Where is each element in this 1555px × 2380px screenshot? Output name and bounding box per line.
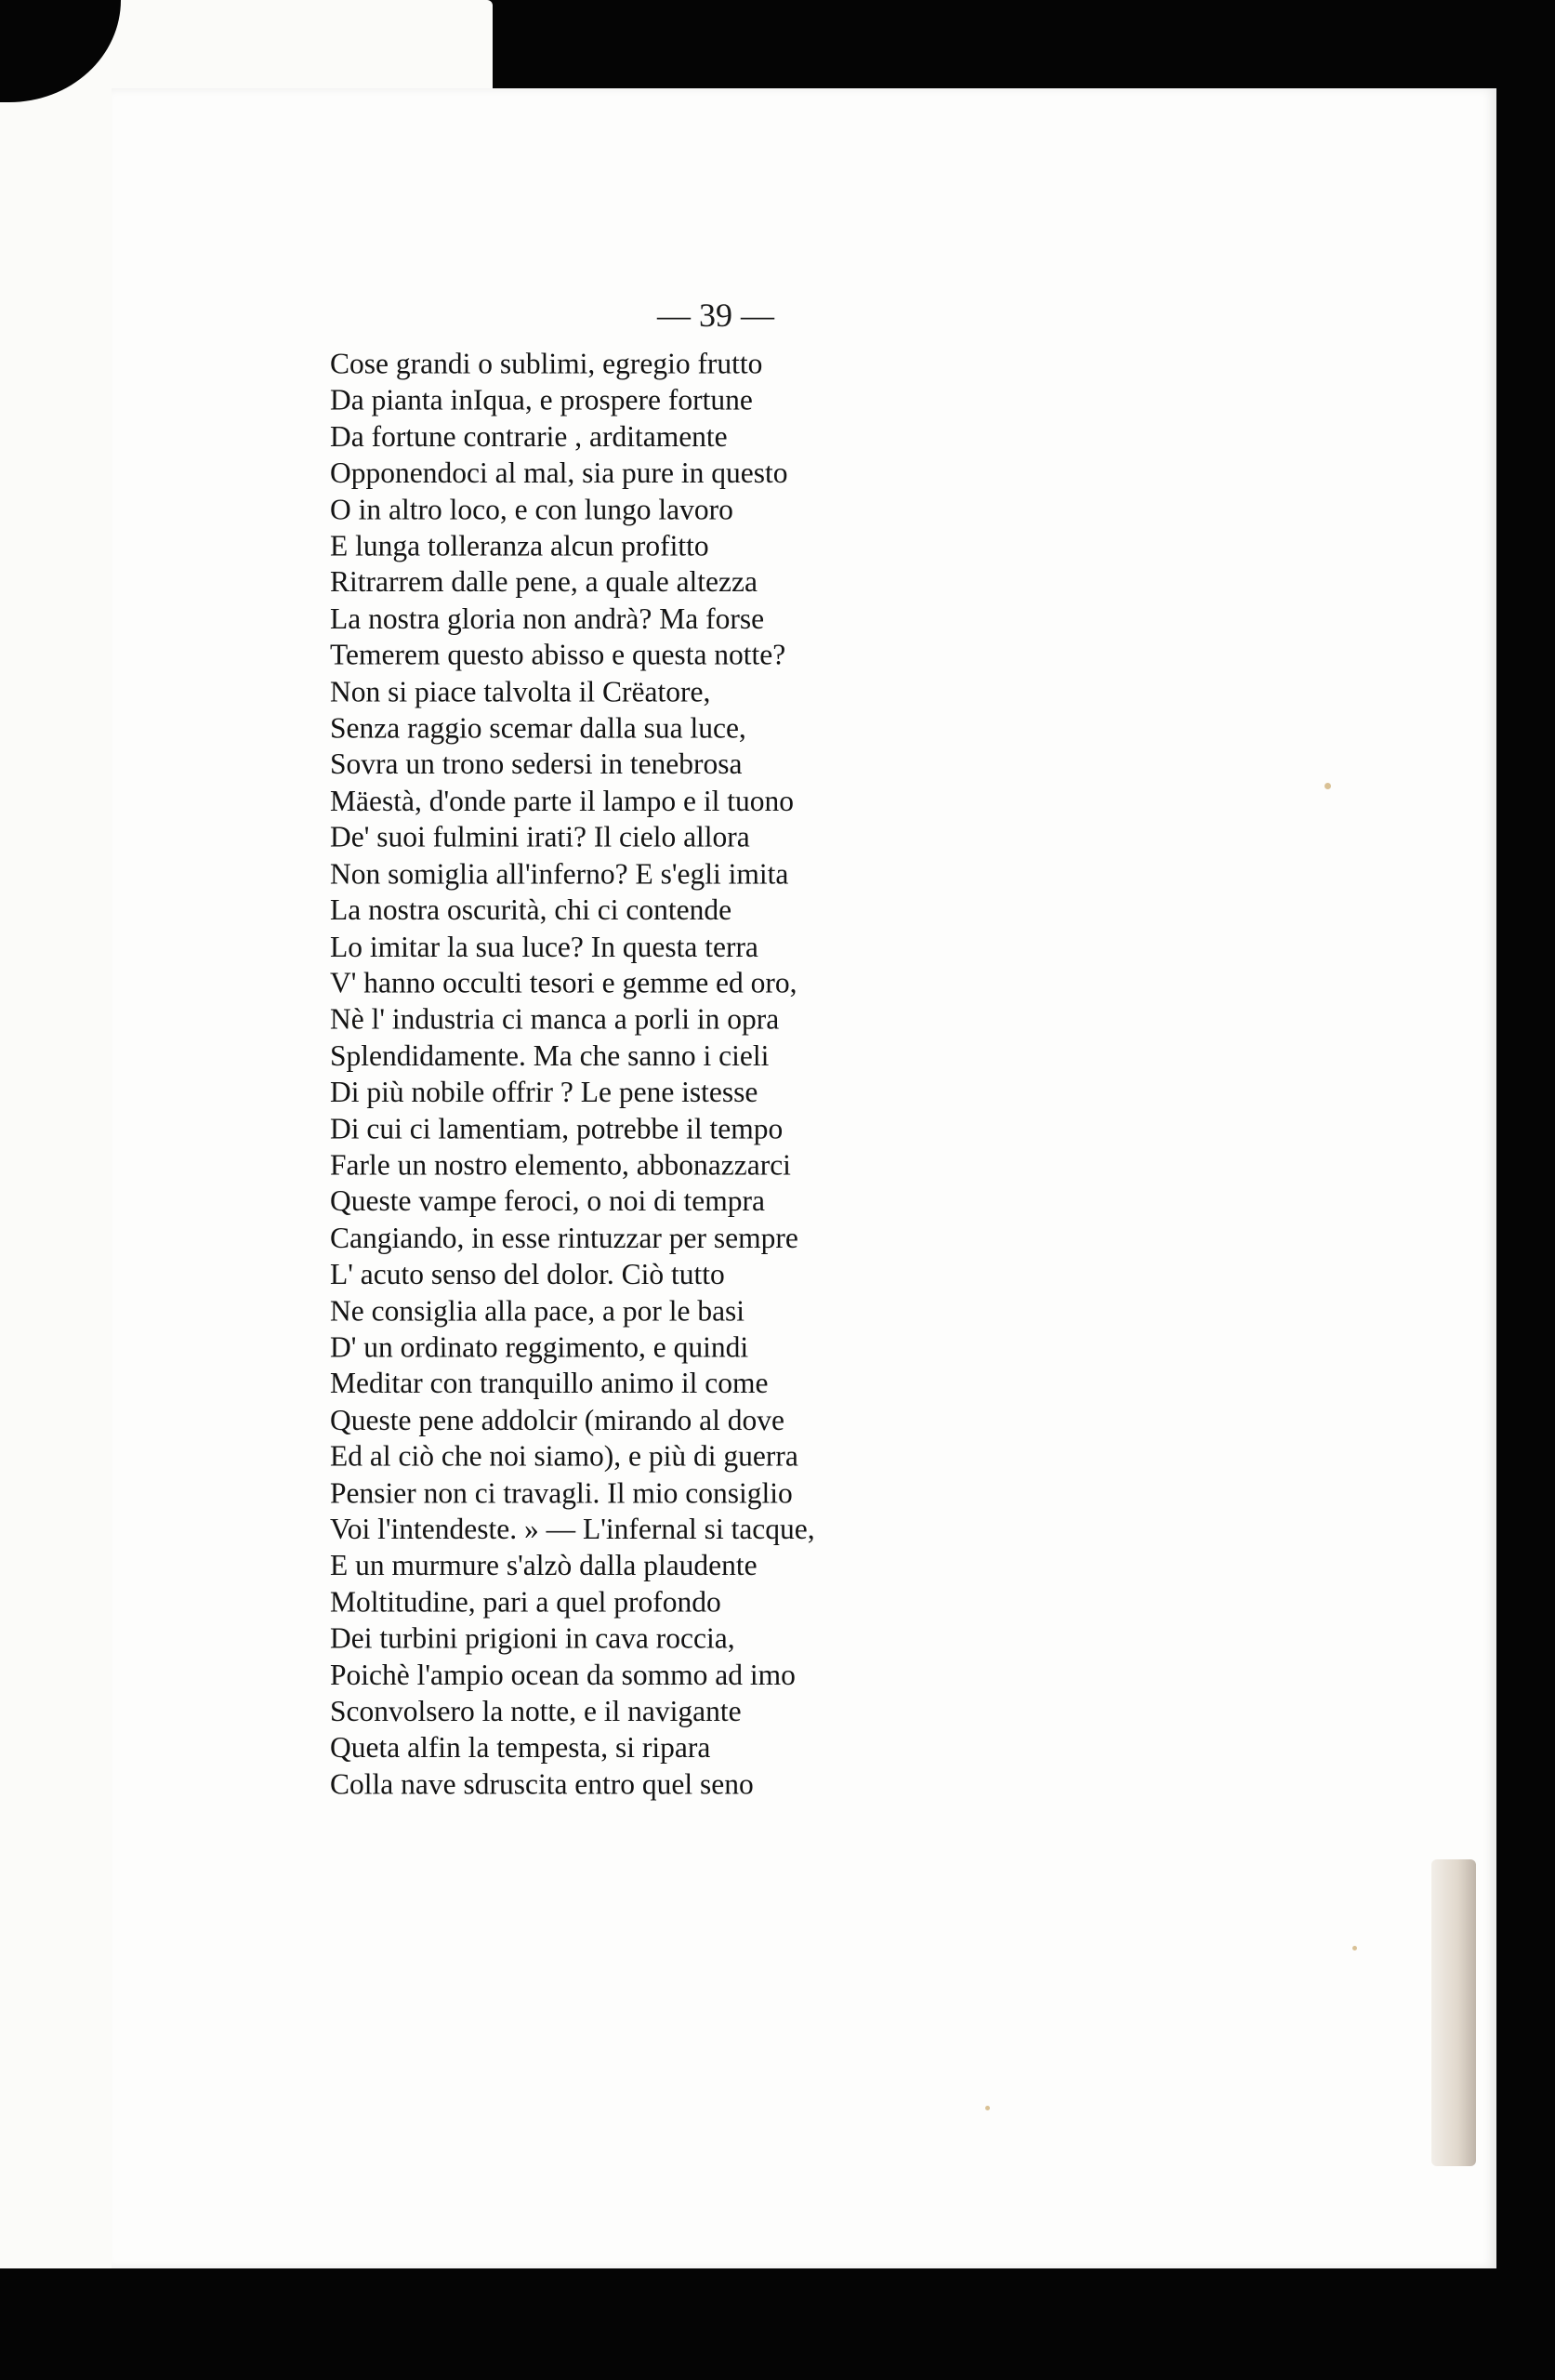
poem-line: Cose grandi o sublimi, egregio frutto xyxy=(330,347,763,380)
poem-line: Di cui ci lamentiam, potrebbe il tempo xyxy=(330,1111,784,1145)
poem-line: Moltitudine, pari a quel profondo xyxy=(330,1584,721,1619)
poem-line: Queste vampe feroci, o noi di tempra xyxy=(330,1184,765,1218)
poem-line: La nostra oscurità, chi ci contende xyxy=(330,892,732,927)
paper-speck xyxy=(1324,783,1331,789)
poem-line: Senza raggio scemar dalla sua luce, xyxy=(330,710,746,745)
poem-line: Opponendoci al mal, sia pure in questo xyxy=(330,456,788,490)
page-corner-shadow xyxy=(0,0,121,102)
poem-line: Ritrarrem dalle pene, a quale altezza xyxy=(330,565,758,599)
paper-speck xyxy=(1352,1946,1357,1950)
poem-text xyxy=(330,346,981,1803)
poem-line: Colla nave sdruscita entro quel seno xyxy=(330,1766,754,1801)
poem-line: L' acuto senso del dolor. Ciò tutto xyxy=(330,1257,725,1291)
poem-line: Non somiglia all'inferno? E s'egli imita xyxy=(330,856,789,891)
poem-line: Voi l'intendeste. » — L'infernal si tacque, xyxy=(330,1512,815,1546)
poem-line: De' suoi fulmini irati? Il cielo allora xyxy=(330,820,750,853)
poem-line: Splendidamente. Ma che sanno i cieli xyxy=(330,1038,770,1073)
poem-line: Farle un nostro elemento, abbonazzarci xyxy=(330,1147,791,1182)
poem-line: V' hanno occulti tesori e gemme ed oro, xyxy=(330,965,797,999)
poem-line: Da fortune contrarie , arditamente xyxy=(330,419,728,454)
poem-line: Pensier non ci travagli. Il mio consiglio xyxy=(330,1475,793,1510)
poem-line: O in altro loco, e con lungo lavoro xyxy=(330,492,733,526)
poem-line: Ed al ciò che noi siamo), e più di guerra xyxy=(330,1439,798,1473)
page-number: — 39 — xyxy=(657,297,774,334)
paper-speck xyxy=(985,2106,990,2110)
poem-line: Sconvolsero la notte, e il navigante xyxy=(330,1694,742,1728)
poem-line: Mäestà, d'onde parte il lampo e il tuono xyxy=(330,784,795,817)
poem-line: D' un ordinato reggimento, e quindi xyxy=(330,1329,749,1364)
poem-line: Poichè l'ampio ocean da sommo ad imo xyxy=(330,1658,796,1691)
poem-line: Nè l' industria ci manca a porli in opra xyxy=(330,1002,780,1036)
page-edge-stain xyxy=(1431,1859,1476,2166)
poem-line: Lo imitar la sua luce? In questa terra xyxy=(330,929,758,963)
poem-line: Cangiando, in esse rintuzzar per sempre xyxy=(330,1221,798,1254)
poem-line: Temerem questo abisso e questa notte? xyxy=(330,638,786,672)
poem-line: Sovra un trono sedersi in tenebrosa xyxy=(330,747,743,781)
poem-line: Da pianta inIqua, e prospere fortune xyxy=(330,383,753,416)
poem-line: La nostra gloria non andrà? Ma forse xyxy=(330,602,765,635)
poem-line: Meditar con tranquillo animo il come xyxy=(330,1366,769,1400)
poem-line: Non si piace talvolta il Crëatore, xyxy=(330,674,711,708)
poem-line: Ne consiglia alla pace, a por le basi xyxy=(330,1293,745,1328)
poem-line: Di più nobile offrir ? Le pene istesse xyxy=(330,1075,758,1109)
poem-line: Dei turbini prigioni in cava roccia, xyxy=(330,1621,735,1655)
poem-line: Queste pene addolcir (mirando al dove xyxy=(330,1403,784,1436)
poem-line: Queta alfin la tempesta, si ripara xyxy=(330,1730,711,1765)
poem-line: E un murmure s'alzò dalla plaudente xyxy=(330,1548,758,1582)
poem-line: E lunga tolleranza alcun profitto xyxy=(330,528,709,562)
